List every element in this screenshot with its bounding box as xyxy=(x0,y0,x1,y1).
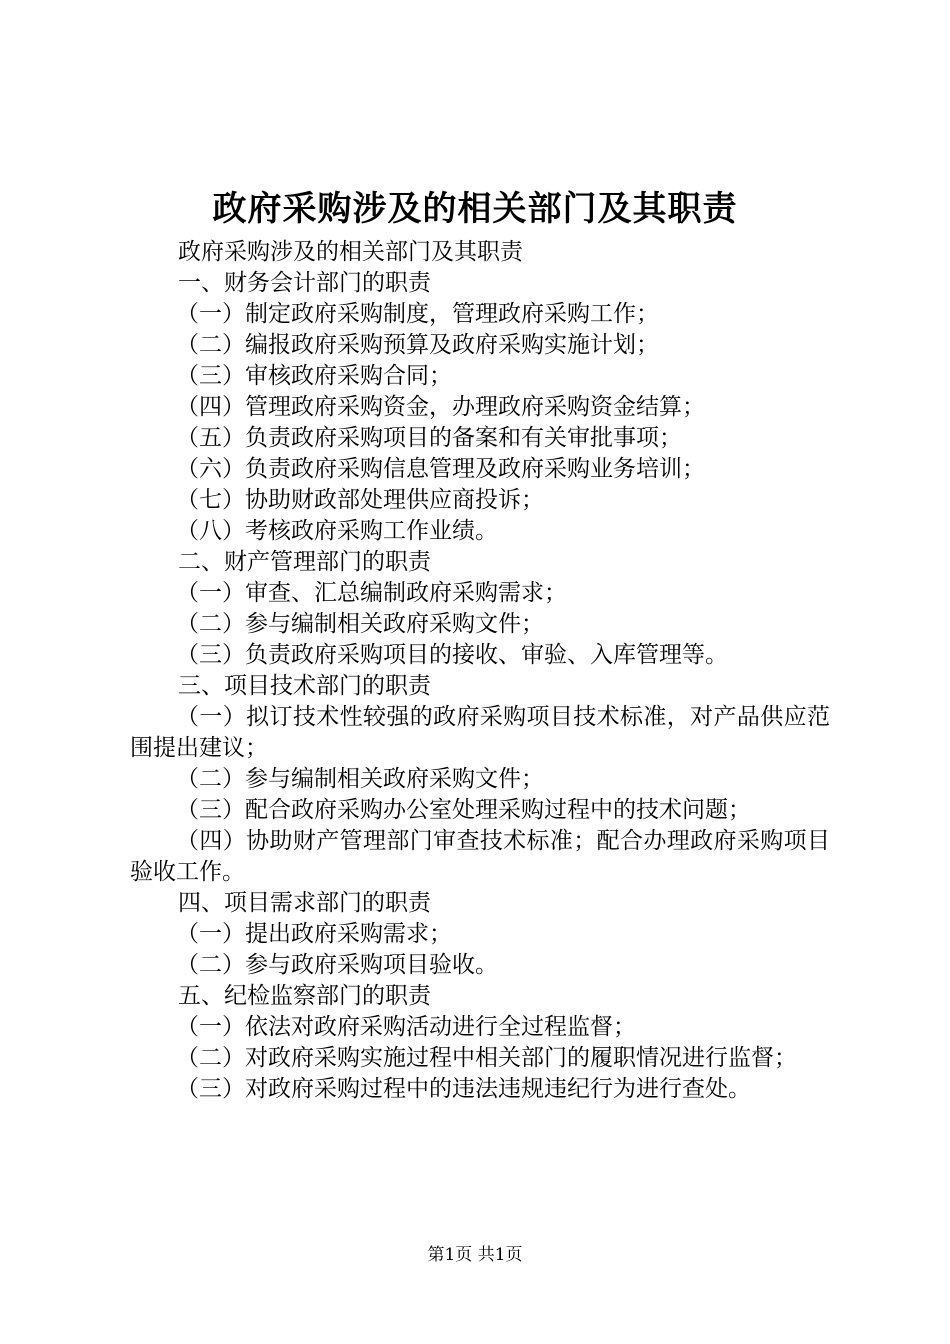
list-item: （二）编报政府采购预算及政府采购实施计划； xyxy=(176,332,659,358)
document-body xyxy=(130,237,830,1105)
section-heading-property: 二、财产管理部门的职责 xyxy=(178,549,431,575)
list-item: （三）审核政府采购合同； xyxy=(176,363,452,389)
list-item: （二）参与编制相关政府采购文件； xyxy=(176,611,544,637)
list-item: （一）提出政府采购需求； xyxy=(176,921,452,947)
list-item: （一）拟订技术性较强的政府采购项目技术标准，对产品供应范围提出建议； xyxy=(130,704,830,761)
list-item: （八）考核政府采购工作业绩。 xyxy=(176,518,498,544)
section-heading-finance: 一、财务会计部门的职责 xyxy=(178,270,431,296)
page-number: 第1页 共1页 xyxy=(427,1245,523,1265)
list-item: （三）对政府采购过程中的违法违规违纪行为进行查处。 xyxy=(176,1076,751,1102)
list-item: （四）协助财产管理部门审查技术标准；配合办理政府采购项目验收工作。 xyxy=(130,828,830,885)
section-heading-technical: 三、项目技术部门的职责 xyxy=(178,673,431,699)
section-heading-supervision: 五、纪检监察部门的职责 xyxy=(178,983,431,1009)
list-item: （一）制定政府采购制度，管理政府采购工作； xyxy=(176,301,659,327)
paragraph-intro: 政府采购涉及的相关部门及其职责 xyxy=(178,239,523,265)
list-item: （四）管理政府采购资金，办理政府采购资金结算； xyxy=(176,394,705,420)
section-heading-demand: 四、项目需求部门的职责 xyxy=(178,890,431,916)
list-item: （六）负责政府采购信息管理及政府采购业务培训； xyxy=(176,456,705,482)
list-item: （三）配合政府采购办公室处理采购过程中的技术问题； xyxy=(176,797,751,823)
list-item: （七）协助财政部处理供应商投诉； xyxy=(176,487,544,513)
list-item: （二）对政府采购实施过程中相关部门的履职情况进行监督； xyxy=(176,1045,797,1071)
list-item: （二）参与编制相关政府采购文件； xyxy=(176,766,544,792)
list-item: （五）负责政府采购项目的备案和有关审批事项； xyxy=(176,425,682,451)
list-item: （二）参与政府采购项目验收。 xyxy=(176,952,498,978)
list-item: （三）负责政府采购项目的接收、审验、入库管理等。 xyxy=(176,642,728,668)
list-item: （一）依法对政府采购活动进行全过程监督； xyxy=(176,1014,636,1040)
document-title: 政府采购涉及的相关部门及其职责 xyxy=(212,189,738,229)
list-item: （一）审查、汇总编制政府采购需求； xyxy=(176,580,567,606)
